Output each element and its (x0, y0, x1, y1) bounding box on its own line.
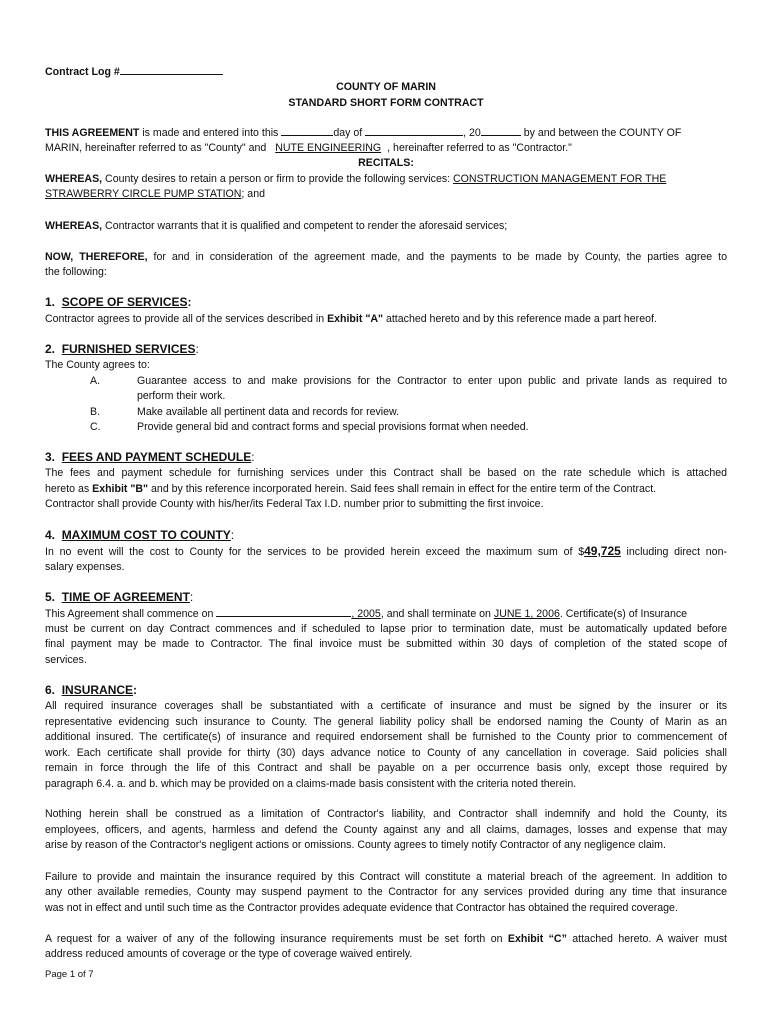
contract-log-blank (120, 64, 223, 75)
section-6-heading (45, 683, 727, 699)
recital-text: Contractor warrants that it is qualified and competent to render the aforesaid services; (102, 220, 508, 232)
section-number: 4. (45, 528, 56, 542)
section-colon: : (189, 590, 194, 604)
section-title: FURNISHED SERVICES (61, 342, 196, 356)
whereas-1-line-1 (45, 172, 727, 188)
section-text: , and shall terminate on (380, 608, 494, 620)
section-3-line-3: Contractor shall provide County with his/her/its Federal Tax I.D. number prior to submitting the first invoice. (45, 498, 544, 510)
insurance-p1-line: paragraph 6.4. a. and b. which may be provided on a claims-made basis consistent with the criteria noted therein. (45, 778, 577, 790)
item-a-line-1: Guarantee access to and make provisions for the Contractor to enter upon public and private lands as required to (137, 375, 727, 387)
whereas-label: WHEREAS, (45, 173, 103, 185)
intro-text: by and between the COUNTY OF (520, 127, 682, 139)
section-text: including direct non- (620, 546, 727, 558)
recital-text: ; and (241, 188, 265, 200)
exhibit-b-ref: Exhibit "B" (92, 483, 149, 495)
section-title: MAXIMUM COST TO COUNTY (61, 528, 231, 542)
insurance-p2-line: employees, officers, and agents, harmless and defend the County against any and all claims, damages, losses and expense that may (45, 824, 727, 836)
intro-line-2 (45, 141, 727, 157)
insurance-p1-line: additional insured. The certificate(s) of insurance and required endorsement shall be furnished to the County prior to commencement of (45, 731, 727, 743)
insurance-p2-line: arise by reason of the Contractor's negligent actions or omissions. County agrees to timely notify Contractor of any negligence claim. (45, 839, 666, 851)
month-blank (365, 125, 463, 136)
section-colon: : (195, 342, 199, 356)
section-1-text (45, 312, 727, 328)
max-amount: 49,725 (584, 544, 621, 558)
intro-text: , 20 (463, 127, 481, 139)
insurance-p3-line: was not in effect and until such time as the Contractor provides adequate evidence that Contractor has obtained the required coverage. (45, 902, 678, 914)
county-heading: COUNTY OF MARIN (336, 81, 436, 93)
section-1-heading (45, 295, 727, 311)
section-4-heading (45, 528, 727, 544)
services-text: STRAWBERRY CIRCLE PUMP STATION (45, 188, 242, 200)
insurance-p1-line: representative evidencing such insurance to County. The general liability policy shall be endorsed naming the County of Marin as an (45, 716, 727, 728)
form-title: STANDARD SHORT FORM CONTRACT (288, 97, 484, 109)
section-text: hereto as (45, 483, 93, 495)
section-text: A request for a waiver of any of the following insurance requirements must be set forth on (45, 933, 508, 945)
section-5-line-1 (45, 606, 727, 623)
section-title: TIME OF AGREEMENT (61, 590, 190, 604)
section-2-intro: The County agrees to: (45, 359, 150, 371)
section-number: 6. (45, 683, 56, 697)
section-colon: : (133, 683, 138, 697)
item-b-text: Make available all pertinent data and records for review. (137, 406, 400, 418)
section-text: attached hereto and by this reference made a part hereof. (383, 313, 657, 325)
intro-text: day of (333, 127, 366, 139)
services-text: CONSTRUCTION MANAGEMENT FOR THE (453, 173, 667, 185)
section-4-line-2: salary expenses. (45, 561, 125, 573)
intro-text: MARIN, hereinafter referred to as "County" and (45, 142, 270, 154)
section-5-heading (45, 590, 727, 606)
intro-text: is made and entered into this (139, 127, 282, 139)
section-text: Contractor agrees to provide all of the services described in (45, 313, 328, 325)
item-a-letter: A. (90, 375, 101, 387)
recital-text: for and in consideration of the agreement made, and the payments to be made by County, the parties agree to (147, 251, 727, 263)
insurance-p4-line-1 (45, 932, 727, 948)
start-date-blank (216, 606, 351, 617)
recital-text: County desires to retain a person or firm to provide the following services: (102, 173, 454, 185)
item-b-letter: B. (90, 406, 101, 418)
section-text: and by this reference incorporated herein. Said fees shall remain in effect for the entire term of the Contract. (148, 483, 657, 495)
section-5-line-2: must be current on day Contract commences and if scheduled to lapse prior to termination date, must be automatically updated before (45, 623, 727, 635)
day-blank (281, 125, 333, 136)
section-3-line-1: The fees and payment schedule for furnishing services under this Contract shall be based on the rate schedule which is attached (45, 467, 727, 479)
section-text: attached hereto. A waiver must (566, 933, 727, 945)
whereas-label: WHEREAS, (45, 220, 103, 232)
intro-text: , hereinafter referred to as "Contractor." (387, 142, 572, 154)
insurance-p1-line: work. Each certificate shall provide for thirty (30) days advance notice to County of any cancellation in coverage. Said policies shall (45, 747, 727, 759)
section-number: 2. (45, 342, 56, 356)
now-therefore-line-2: the following: (45, 266, 107, 278)
insurance-p3-line: any other available remedies, County may suspend payment to the Contractor for any services provided during any time that insurance (45, 886, 727, 898)
exhibit-a-ref: Exhibit "A" (327, 313, 384, 325)
insurance-p3-line: Failure to provide and maintain the insurance required by this Contract will constitute a material breach of the agreement. In addition to (45, 871, 727, 883)
section-colon: : (187, 295, 192, 309)
now-therefore-line-1 (45, 250, 727, 266)
section-number: 5. (45, 590, 56, 604)
section-title: FEES AND PAYMENT SCHEDULE (61, 450, 252, 464)
section-3-line-2 (45, 482, 727, 498)
insurance-p1-line: remain in force through the life of this Contract and shall be payable on a per occurrence basis only, except those required by (45, 762, 727, 774)
insurance-p2-line: Nothing herein shall be construed as a limitation of Contractor's liability, and Contractor shall indemnify and hold the County, its (45, 808, 727, 820)
this-agreement-label: THIS AGREEMENT (45, 127, 140, 139)
insurance-p4-line-2: address reduced amounts of coverage or the type of coverage waived entirely. (45, 948, 413, 960)
section-2-heading (45, 342, 727, 358)
now-therefore-label: NOW, THEREFORE, (45, 251, 148, 263)
whereas-2 (45, 219, 727, 235)
start-year: , 2005 (351, 608, 381, 620)
end-date: JUNE 1, 2006 (493, 608, 560, 620)
page-number: Page 1 of 7 (45, 969, 94, 980)
intro-line-1 (45, 125, 727, 142)
section-number: 1. (45, 295, 56, 309)
year-blank (481, 125, 521, 136)
section-5-line-4: services. (45, 654, 87, 666)
whereas-1-line-2 (45, 187, 727, 203)
contract-log-label: Contract Log # (45, 66, 120, 78)
section-3-heading (45, 450, 727, 466)
section-title: SCOPE OF SERVICES (61, 295, 188, 309)
item-a-line-2: perform their work. (137, 390, 226, 402)
section-colon: : (251, 450, 255, 464)
section-4-line-1 (45, 544, 727, 561)
section-text: In no event will the cost to County for the services to be provided herein exceed the maximum sum of $ (45, 546, 585, 558)
contractor-name: NUTE ENGINEERING (275, 142, 382, 154)
section-title: INSURANCE (61, 683, 134, 697)
recitals-heading: RECITALS: (358, 157, 414, 169)
section-5-line-3: final payment may be made to Contractor. The final invoice must be submitted within 30 days of completion of the stated scope of (45, 638, 727, 650)
item-c-letter: C. (90, 421, 101, 433)
section-text: This Agreement shall commence on (45, 608, 217, 620)
section-number: 3. (45, 450, 56, 464)
exhibit-c-ref: Exhibit “C” (507, 933, 567, 945)
insurance-p1-line: All required insurance coverages shall be substantiated with a certificate of insurance and must be signed by the insurer or its (45, 700, 727, 712)
contract-log-line (45, 64, 727, 81)
section-colon: : (230, 528, 235, 542)
item-c-text: Provide general bid and contract forms and special provisions format when needed. (137, 421, 529, 433)
section-text: . Certificate(s) of Insurance (559, 608, 688, 620)
